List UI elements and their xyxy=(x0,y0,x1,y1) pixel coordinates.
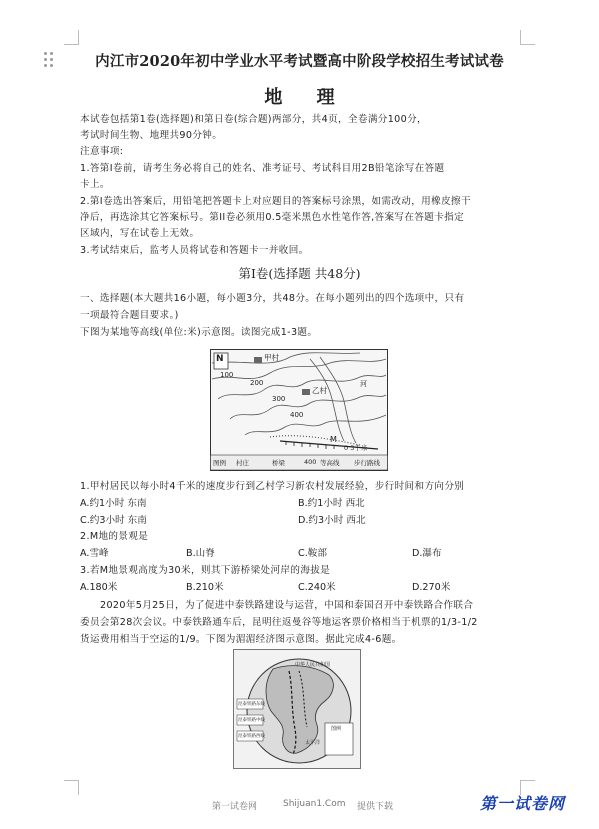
volume-title: 第I卷(选择题 共48分) xyxy=(238,266,361,281)
section-line-1: 一、选择题(本大题共16小题，每小题3分，共48分。在每小题列出的四个选项中，只有 xyxy=(80,293,465,304)
contour-label-100: 100 xyxy=(220,371,234,379)
contour-label-200: 200 xyxy=(250,379,264,387)
map2-label-railway-west: 昆泰铁路西线 xyxy=(238,734,265,739)
q2-stem: 2.M地的景观是 xyxy=(80,531,149,542)
q3-stem: 3.若M地景观高度为30米，则其下游桥梁处河岸的海拔是 xyxy=(80,565,331,576)
river-label: 河 xyxy=(360,380,367,388)
legend-village: 村庄 xyxy=(236,459,249,467)
map2-label-china: 中华人民共和国 xyxy=(295,662,331,668)
legend-contour: 等高线 xyxy=(320,459,340,467)
q3-option-a: A.180米 xyxy=(80,582,118,593)
footer-right: 提供下载 xyxy=(357,802,394,812)
q1-option-b: B.约1小时 西北 xyxy=(298,498,365,509)
footer-left: 第一试卷网 xyxy=(212,802,258,812)
watermark-logo: 第一试卷网 xyxy=(480,794,566,813)
q1-option-d: D.约3小时 西北 xyxy=(298,515,366,526)
map-intro: 下图为某地等高线(单位:米)示意图。读图完成1-3题。 xyxy=(80,327,318,338)
q3-option-d: D.270米 xyxy=(412,582,451,593)
legend-bridge: 桥梁 xyxy=(272,459,285,467)
passage-line-2: 委员会第28次会议。中泰铁路通车后，昆明往返曼谷等地运客票价格相当于机票的1/3-1/2 xyxy=(80,617,478,628)
map2-legend-title: 图例 xyxy=(331,726,342,732)
village-b-label: 乙村 xyxy=(312,386,327,395)
q2-option-a: A.雪峰 xyxy=(80,548,109,559)
page-corner-bottom-left xyxy=(64,780,79,795)
intro-line-1: 本试卷包括第1卷(选择题)和第日卷(综合题)两部分，共4页，全卷满分100分， xyxy=(80,114,427,125)
q2-option-d: D.瀑布 xyxy=(412,548,442,559)
railway-map-figure xyxy=(233,649,361,769)
map2-label-sea: 太平洋 xyxy=(305,740,321,746)
note-line-1: 1.答第I卷前，请考生务必将自己的姓名、准考证号、考试科目用2B铅笔涂写在答题 xyxy=(80,163,445,174)
footer-middle[interactable]: Shijuan1.Com xyxy=(283,799,346,809)
contour-label-300: 300 xyxy=(272,395,286,403)
q1-option-c: C.约3小时 东南 xyxy=(80,515,147,526)
contour-map xyxy=(210,349,388,471)
intro-line-2: 考试时间生物、地理共90分钟。 xyxy=(80,130,223,141)
map2-label-railway-east: 昆泰铁路东线 xyxy=(238,702,265,707)
point-m-label: M xyxy=(330,435,337,444)
contour-map-figure xyxy=(210,349,388,471)
page-corner-top-right xyxy=(520,30,535,45)
subject-title: 地 理 xyxy=(264,87,349,108)
north-arrow-label: N xyxy=(216,354,224,364)
q2-option-c: C.鞍部 xyxy=(298,548,327,559)
q1-option-a: A.约1小时 东南 xyxy=(80,498,147,509)
village-a-label: 甲村 xyxy=(264,353,279,362)
passage-line-3: 货运费用相当于空运的1/9。下图为湄湄经济图示意图。据此完成4-6题。 xyxy=(80,634,402,645)
legend-title: 图例 xyxy=(213,459,226,467)
passage-line-1: 2020年5月25日，为了促进中泰铁路建设与运营，中国和泰国召开中泰铁路合作联合 xyxy=(100,600,474,611)
note-line-4: 净后，再选涂其它答案标号。第II卷必须用0.5毫米黑色水性笔作答,答案写在答题卡指定 xyxy=(80,212,465,223)
contour-label-400: 400 xyxy=(290,411,304,419)
q1-stem: 1.甲村居民以每小时4千米的速度步行到乙村学习新农村发展经验，步行时间和方向分别 xyxy=(80,481,465,492)
q3-option-b: B.210米 xyxy=(186,582,224,593)
map2-label-railway-middle: 昆泰铁路中线 xyxy=(238,718,265,723)
q3-option-c: C.240米 xyxy=(298,582,336,593)
note-line-6: 3.考试结束后，监考人员将试卷和答题卡一并收回。 xyxy=(80,245,309,256)
section-line-2: 一项最符合题目要求。) xyxy=(80,310,179,321)
legend-contour-value: 400 xyxy=(304,458,317,466)
page-corner-top-left xyxy=(64,30,79,45)
scale-label: 0 3千米 xyxy=(344,444,368,452)
note-line-2: 卡上。 xyxy=(80,179,110,190)
note-line-3: 2.第I卷选出答案后，用铅笔把答题卡上对应题目的答案标号涂黑，如需改动，用橡皮擦干 xyxy=(80,196,471,207)
legend-route: 步行路线 xyxy=(354,459,380,467)
notes-title: 注意事项: xyxy=(80,146,124,157)
exam-title: 内江市2020年初中学业水平考试暨高中阶段学校招生考试试卷 xyxy=(95,53,504,70)
q2-option-b: B.山脊 xyxy=(186,548,215,559)
note-line-5: 区域内，写在试卷上无效。 xyxy=(80,228,200,239)
